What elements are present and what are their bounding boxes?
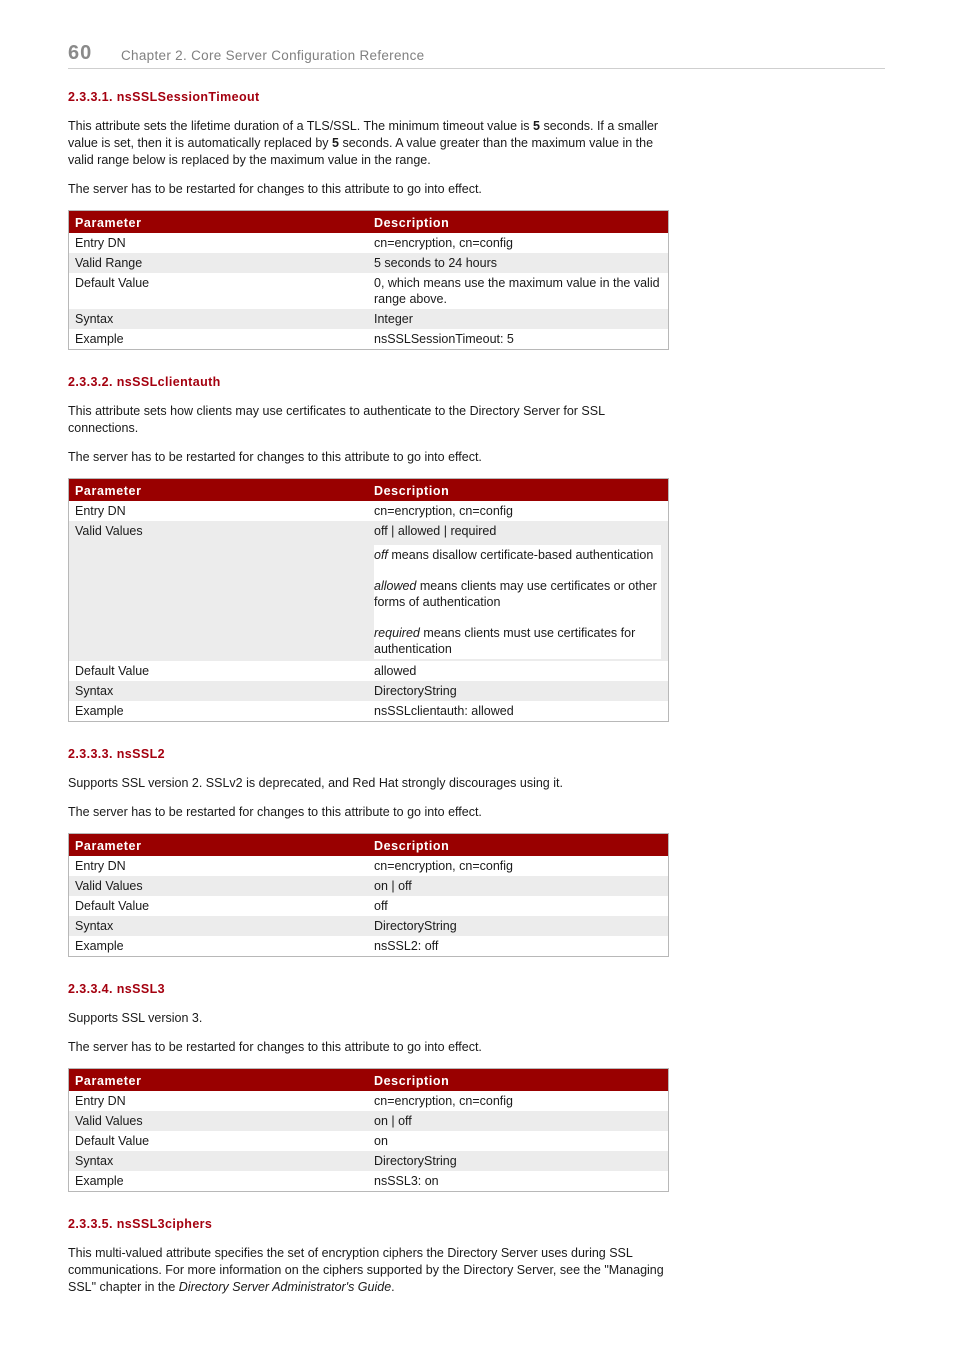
table-row <box>69 856 669 876</box>
param-cell: Valid Range <box>69 253 369 273</box>
param-cell: Entry DN <box>75 236 126 250</box>
section-nsssl2 <box>68 747 668 957</box>
param-cell: Entry DN <box>75 504 126 518</box>
desc-cell: 0, which means use the maximum value in the valid range above. <box>374 276 660 306</box>
page-content <box>68 90 668 1308</box>
desc-cell: cn=encryption, cn=config <box>374 859 513 873</box>
section-heading: 2.3.3.3. nsSSL2 <box>68 747 166 761</box>
table-row <box>69 1131 669 1151</box>
chapter-title: Chapter 2. Core Server Configuration Reference <box>121 48 425 63</box>
desc-cell: cn=encryption, cn=config <box>374 236 513 250</box>
table-row <box>69 273 669 309</box>
param-cell: Syntax <box>69 309 369 329</box>
desc-cell: nsSSLclientauth: allowed <box>374 704 514 718</box>
restart-note: The server has to be restarted for changes to this attribute to go into effect. <box>68 1040 482 1054</box>
section-nsssl3ciphers <box>68 1217 668 1296</box>
section-intro: This attribute sets how clients may use certificates to authenticate to the Directory Server for SSL connections. <box>68 404 605 435</box>
desc-cell: cn=encryption, cn=config <box>374 504 513 518</box>
table-row <box>69 521 669 661</box>
desc-cell: on <box>374 1134 388 1148</box>
table-row <box>69 253 669 273</box>
column-header-description: Description <box>368 1069 669 1092</box>
table-row <box>69 936 669 957</box>
parameter-table <box>68 833 669 957</box>
section-nsssclientauth <box>68 375 668 722</box>
table-header-row <box>69 834 669 857</box>
desc-cell: DirectoryString <box>368 916 669 936</box>
table-header-row <box>69 211 669 234</box>
param-cell: Default Value <box>75 1134 150 1148</box>
desc-cell: nsSSL2: off <box>374 939 439 953</box>
param-cell: Default Value <box>75 276 150 290</box>
table-row <box>69 876 669 896</box>
column-header-parameter: Parameter <box>69 834 369 857</box>
param-cell: Example <box>75 332 124 346</box>
table-row <box>69 329 669 350</box>
section-nsssl3 <box>68 982 668 1192</box>
restart-note: The server has to be restarted for changes to this attribute to go into effect. <box>68 182 482 196</box>
parameter-table <box>68 478 669 722</box>
param-cell: Valid Values <box>69 521 369 661</box>
section-heading: 2.3.3.5. nsSSL3ciphers <box>68 1217 213 1231</box>
param-cell: Example <box>75 1174 124 1188</box>
table-row <box>69 501 669 521</box>
param-cell: Valid Values <box>69 1111 369 1131</box>
desc-cell: off <box>374 899 388 913</box>
desc-cell: Integer <box>368 309 669 329</box>
desc-cell: nsSSLSessionTimeout: 5 <box>374 332 514 346</box>
desc-cell: nsSSL3: on <box>374 1174 439 1188</box>
param-cell: Syntax <box>69 681 369 701</box>
section-intro: Supports SSL version 3. <box>68 1011 203 1025</box>
page-header <box>68 40 885 69</box>
desc-cell: on | off <box>368 1111 669 1131</box>
table-row <box>69 896 669 916</box>
desc-cell: cn=encryption, cn=config <box>374 1094 513 1108</box>
param-cell: Default Value <box>75 899 150 913</box>
table-row <box>69 1151 669 1171</box>
desc-cell: 5 seconds to 24 hours <box>368 253 669 273</box>
page-number: 60 <box>68 42 93 64</box>
column-header-parameter: Parameter <box>69 479 369 502</box>
desc-cell: on | off <box>368 876 669 896</box>
table-header-row <box>69 479 669 502</box>
param-cell: Entry DN <box>75 859 126 873</box>
desc-cell: allowed <box>374 664 417 678</box>
param-cell: Valid Values <box>69 876 369 896</box>
restart-note: The server has to be restarted for changes to this attribute to go into effect. <box>68 805 482 819</box>
table-row <box>69 1091 669 1111</box>
column-header-description: Description <box>368 211 669 234</box>
table-row <box>69 661 669 681</box>
table-row <box>69 681 669 701</box>
table-row <box>69 916 669 936</box>
column-header-parameter: Parameter <box>69 1069 369 1092</box>
column-header-description: Description <box>368 834 669 857</box>
table-row <box>69 1171 669 1192</box>
param-cell: Syntax <box>69 916 369 936</box>
table-row <box>69 233 669 253</box>
table-row <box>69 1111 669 1131</box>
parameter-table <box>68 210 669 350</box>
section-heading: 2.3.3.1. nsSSLSessionTimeout <box>68 90 260 104</box>
param-cell: Entry DN <box>75 1094 126 1108</box>
valid-values-explanations <box>374 545 661 659</box>
param-cell: Syntax <box>69 1151 369 1171</box>
param-cell: Default Value <box>75 664 150 678</box>
restart-note: The server has to be restarted for changes to this attribute to go into effect. <box>68 450 482 464</box>
section-intro: Supports SSL version 2. SSLv2 is deprecated, and Red Hat strongly discourages using it. <box>68 776 563 790</box>
section-intro: This multi-valued attribute specifies the set of encryption ciphers the Directory Server uses during SSL communications. For more information on the ciphers supported by the Directory Server, see the "Managing SSL" chapter in the Directory Server Administrator's Guide. <box>68 1246 664 1294</box>
column-header-parameter: Parameter <box>69 211 369 234</box>
table-row <box>69 309 669 329</box>
valid-values-summary: off | allowed | required <box>374 524 497 538</box>
column-header-description: Description <box>368 479 669 502</box>
table-row <box>69 701 669 722</box>
table-header-row <box>69 1069 669 1092</box>
value-explanation-required: required means clients must use certificates for authentication <box>374 626 636 656</box>
param-cell: Example <box>75 704 124 718</box>
value-explanation-allowed: allowed means clients may use certificates or other forms of authentication <box>374 579 657 609</box>
section-intro: This attribute sets the lifetime duration of a TLS/SSL. The minimum timeout value is 5 seconds. If a smaller value is set, then it is automatically replaced by 5 seconds. A value greater than the maximum value in the valid range below is replaced by the maximum value in the range. <box>68 119 659 167</box>
section-nssslsessiontimeout <box>68 90 668 350</box>
param-cell: Example <box>75 939 124 953</box>
value-explanation-off: off means disallow certificate-based authentication <box>374 548 654 562</box>
section-heading: 2.3.3.2. nsSSLclientauth <box>68 375 221 389</box>
parameter-table <box>68 1068 669 1192</box>
desc-cell: DirectoryString <box>368 1151 669 1171</box>
section-heading: 2.3.3.4. nsSSL3 <box>68 982 166 996</box>
desc-cell <box>368 521 669 661</box>
desc-cell: DirectoryString <box>368 681 669 701</box>
